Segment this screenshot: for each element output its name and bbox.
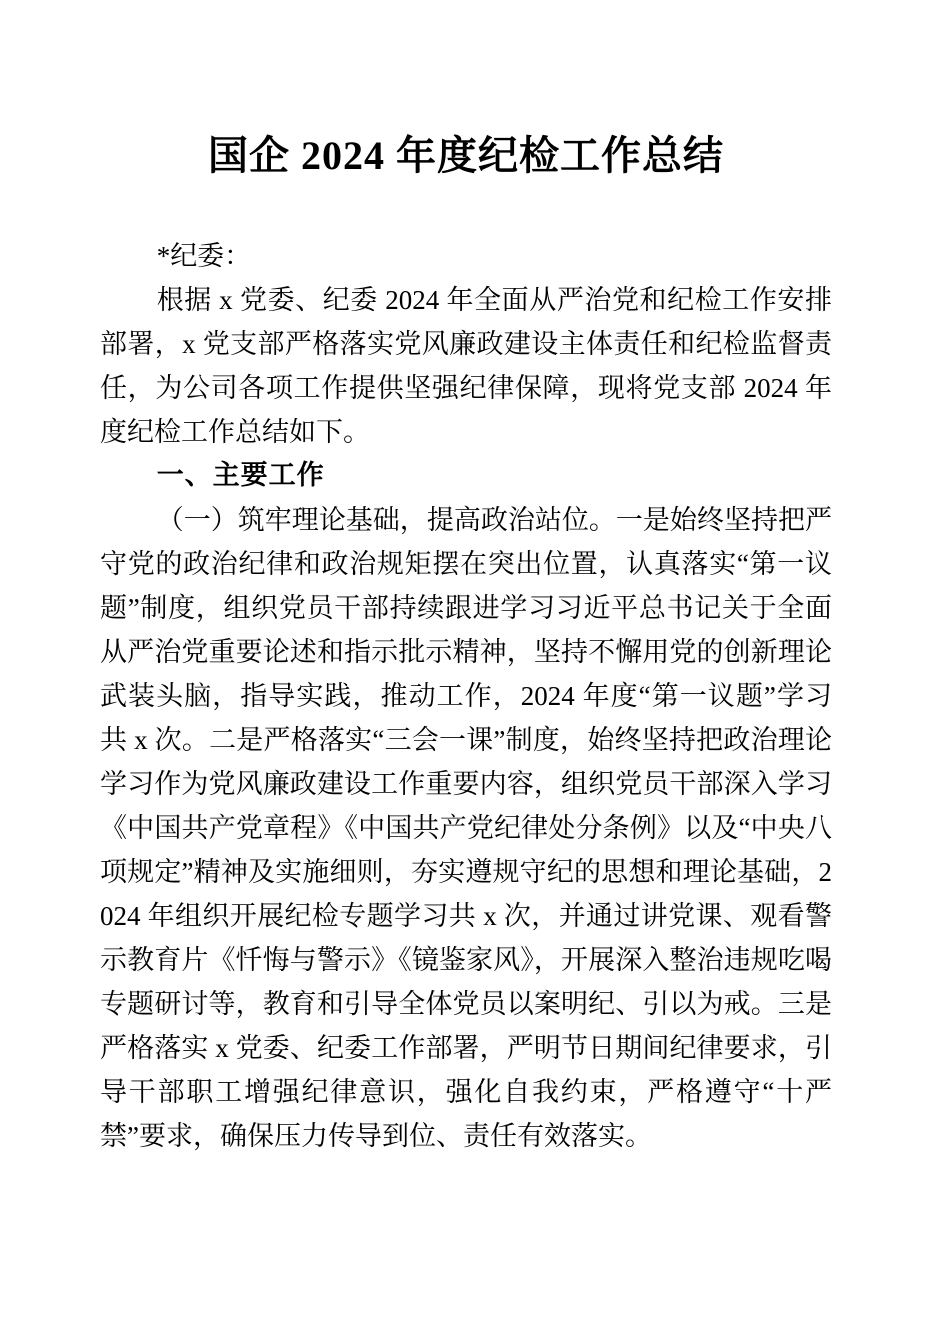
section-heading-main-work: 一、主要工作 — [156, 460, 325, 491]
section-paragraph-1: （一）筑牢理论基础，提高政治站位。一是始终坚持把严守党的政治纪律和政治规矩摆在突出位置，认真落实“第一议题”制度，组织党员干部持续跟进学习习近平总书记关于全面从严治党重要论述和指示批示精神，坚持不懈用党的创新理论武装头脑，指导实践，推动工作，2024 年度“第一议题”学习共 x 次。二是严格落实“三会一课”制度，始终坚持把政治理论学习作为党风廉政建设工作重要内容，组织党员干部深入学习《中国共产党章程》《中国共产党纪律处分条例》以及“中央八项规定”精神及实施细则，夯实遵规守纪的思想和理论基础，2024 年组织开展纪检专题学习共 x 次，并通过讲党课、观看警示教育片《忏悔与警示》《镜鉴家风》，开展深入整治违规吃喝专题研讨等，教育和引导全体党员以案明纪、引以为戒。三是严格落实 x 党委、纪委工作部署，严明节日期间纪律要求，引导干部职工增强纪律意识，强化自我约束，严格遵守“十严禁”要求，确保压力传导到位、责任有效落实。 — [100, 505, 832, 1151]
intro-paragraph: 根据 x 党委、纪委 2024 年全面从严治党和纪检工作安排部署，x 党支部严格落实党风廉政建设主体责任和纪检监督责任，为公司各项工作提供坚强纪律保障，现将党支部 2024 年度纪检工作总结如下。 — [100, 285, 832, 447]
document-content — [0, 128, 950, 1158]
document-title: 国企 2024 年度纪检工作总结 — [208, 133, 724, 178]
salutation-line: *纪委： — [156, 241, 252, 271]
title-spacer — [100, 184, 832, 234]
